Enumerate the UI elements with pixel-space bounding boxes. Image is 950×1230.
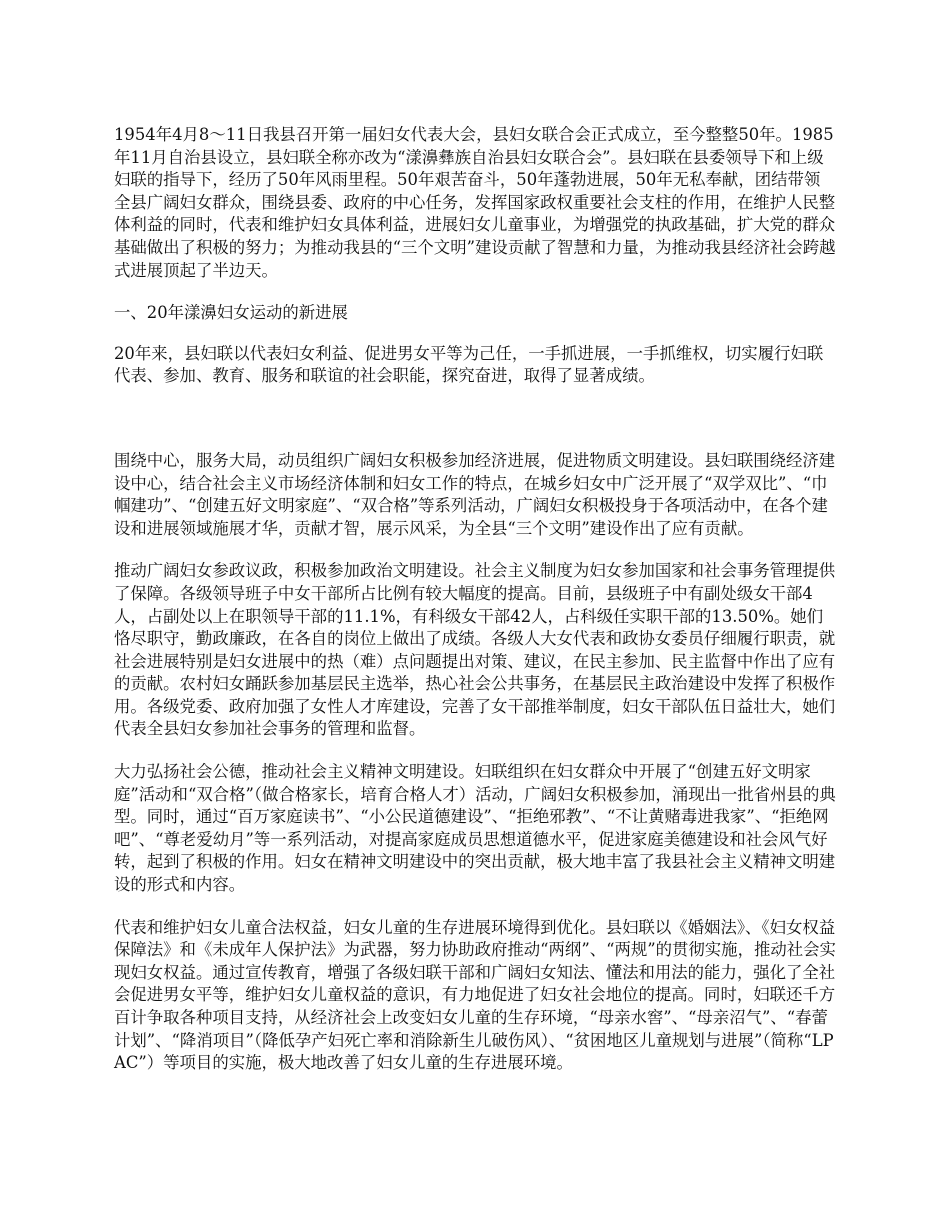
body-paragraph-rights: 代表和维护妇女儿童合法权益，妇女儿童的生存进展环境得到优化。县妇联以《婚姻法》、《妇女权益保障法》和《未成年人保护法》为武器，努力协助政府推动“两纲”、“两规”的贯彻实施，推动社会实现妇女权益。通过宣传教育，增强了各级妇联干部和广阔妇女知法、懂法和用法的能力，强化了全社会促进男女平等，维护妇女儿童权益的意识，有力地促进了妇女社会地位的提高。同时，妇联还千方百计争取各种项目支持，从经济社会上改变妇女儿童的生存环境，“母亲水窖”、“母亲沼气”、“春蕾计划”、“降消项目”（降低孕产妇死亡率和消除新生儿破伤风）、“贫困地区儿童规划与进展”（简称“LPAC”）等项目的实施，极大地改善了妇女儿童的生存进展环境。 (114, 917, 836, 1073)
intro-paragraph: 1954年4月8～11日我县召开第一届妇女代表大会，县妇女联合会正式成立，至今整整50年。1985年11月自治县设立，县妇联全称亦改为“漾濞彝族自治县妇女联合会”。县妇联在县委领导下和上级妇联的指导下，经历了50年风雨里程。50年艰苦奋斗，50年蓬勃进展，50年无私奉献，团结带领全县广阔妇女群众，围绕县委、政府的中心任务，发挥国家政权重要社会支柱的作用，在维护人民整体利益的同时，代表和维护妇女具体利益，进展妇女儿童事业，为增强党的执政基础，扩大党的群众基础做出了积极的努力；为推动我县的“三个文明”建设贡献了智慧和力量，为推动我县经济社会跨越式进展顶起了半边天。 (114, 125, 836, 280)
section-heading: 一、20年漾濞妇女运动的新进展 (114, 303, 348, 323)
section-intro-paragraph: 20年来，县妇联以代表妇女利益、促进男女平等为己任，一手抓进展，一手抓维权，切实履行妇联代表、参加、教育、服务和联谊的社会职能，探究奋进，取得了显著成绩。 (114, 343, 824, 386)
body-paragraph-culture: 大力弘扬社会公德，推动社会主义精神文明建设。妇联组织在妇女群众中开展了“创建五好文明家庭”活动和“双合格”（做合格家长，培育合格人才）活动，广阔妇女积极参加，涌现出一批省州县的典型。同时，通过“百万家庭读书”、“小公民道德建设”、“拒绝邪教”、“不让黄赌毒进我家”、“拒绝网吧”、“尊老爱幼月”等一系列活动，对提高家庭成员思想道德水平，促进家庭美德建设和社会风气好转，起到了积极的作用。妇女在精神文明建设中的突出贡献，极大地丰富了我县社会主义精神文明建设的形式和内容。 (114, 762, 836, 895)
body-paragraph-economy: 围绕中心，服务大局，动员组织广阔妇女积极参加经济进展，促进物质文明建设。县妇联围绕经济建设中心，结合社会主义市场经济体制和妇女工作的特点，在城乡妇女中广泛开展了“双学双比”、“巾帼建功”、“创建五好文明家庭”、“双合格”等系列活动，广阔妇女积极投身于各项活动中，在各个建设和进展领域施展才华，贡献才智，展示风采，为全县“三个文明”建设作出了应有贡献。 (114, 450, 836, 538)
body-paragraph-politics: 推动广阔妇女参政议政，积极参加政治文明建设。社会主义制度为妇女参加国家和社会事务管理提供了保障。各级领导班子中女干部所占比例有较大幅度的提高。目前，县级班子中有副处级女干部4人，占副处以上在职领导干部的11.1%，有科级女干部42人，占科级任实职干部的13.50%。她们恪尽职守，勤政廉政，在各自的岗位上做出了成绩。各级人大女代表和政协女委员仔细履行职责，就社会进展特别是妇女进展中的热（难）点问题提出对策、建议，在民主参加、民主监督中作出了应有的贡献。农村妇女踊跃参加基层民主选举，热心社会公共事务，在基层民主政治建设中发挥了积极作用。各级党委、政府加强了女性人才库建设，完善了女干部推举制度，妇女干部队伍日益壮大，她们代表全县妇女参加社会事务的管理和监督。 (114, 561, 836, 739)
blank-spacer (114, 408, 836, 450)
